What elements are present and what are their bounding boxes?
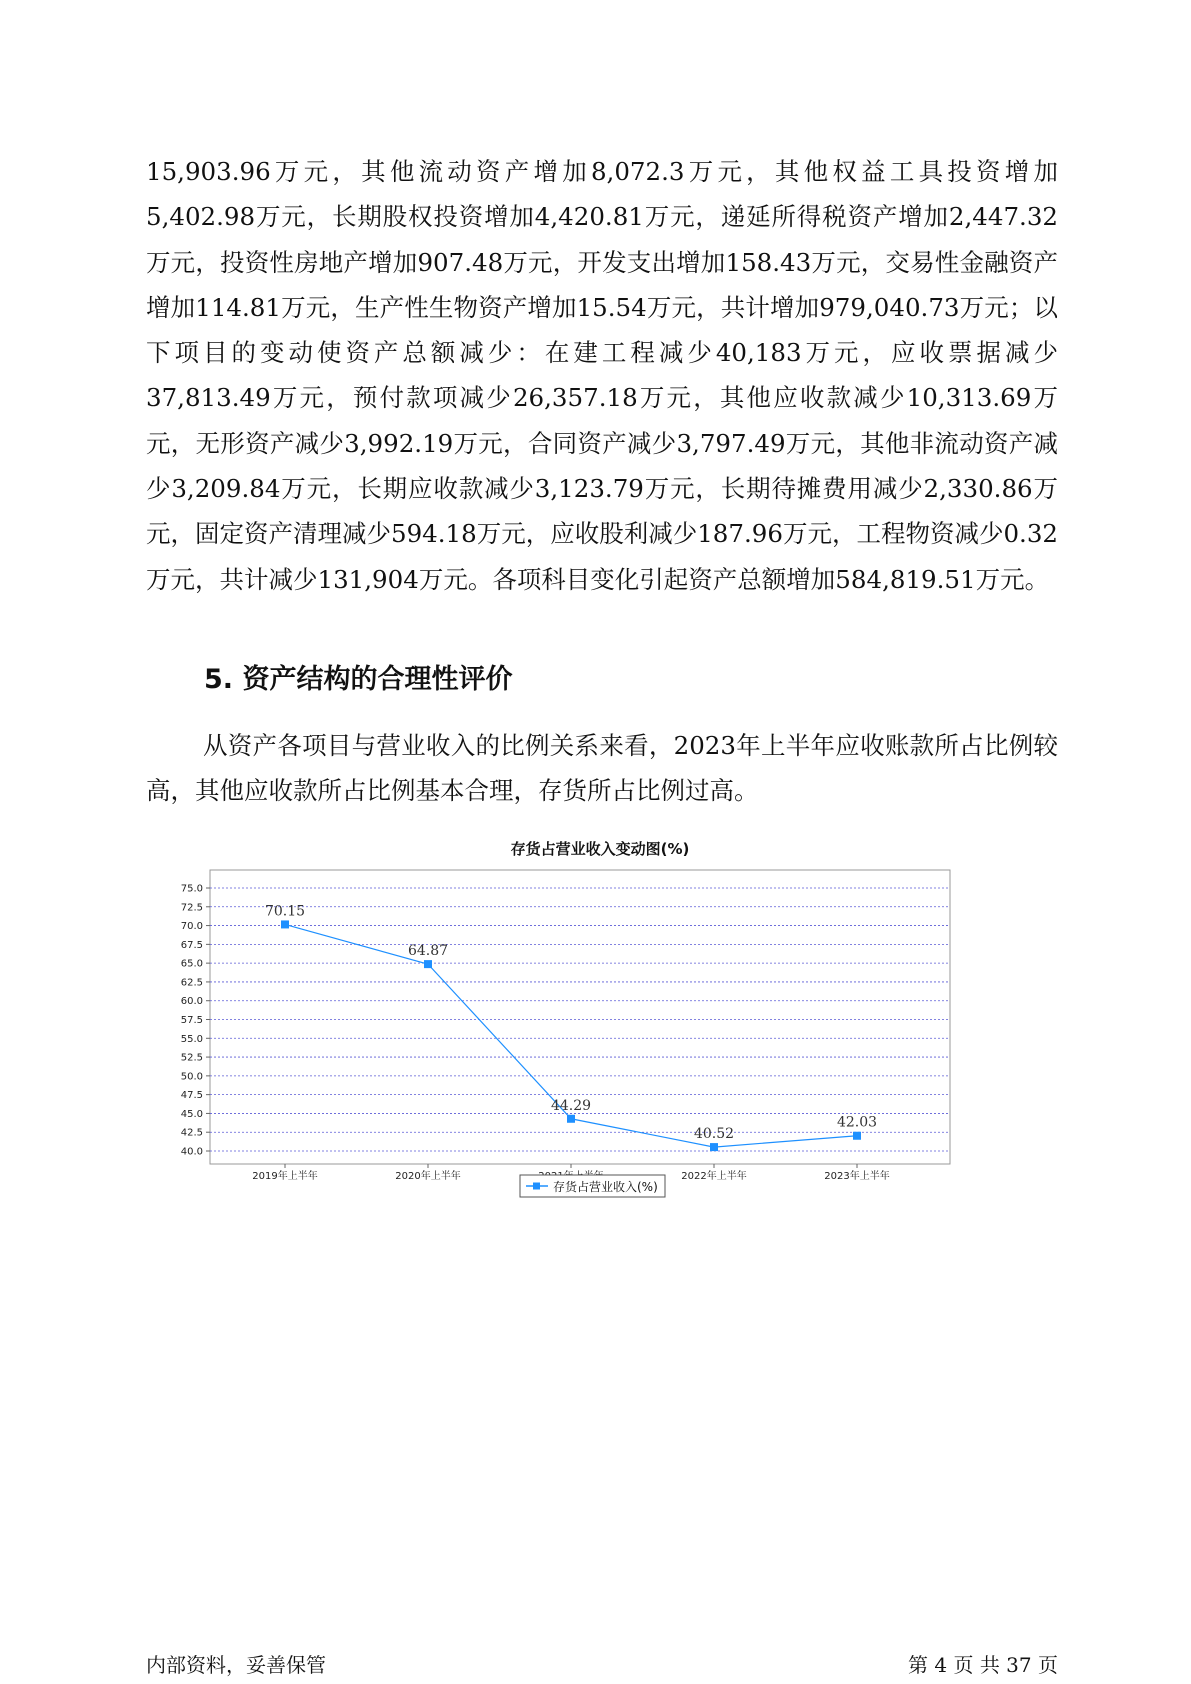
y-tick-label: 40.0 [180,1146,203,1158]
legend-label: 存货占营业收入(%) [553,1180,658,1194]
data-label: 40.52 [693,1126,735,1143]
data-label: 64.87 [407,943,449,960]
paragraph-asset-changes: 15,903.96万元，其他流动资产增加8,072.3万元，其他权益工具投资增加5,402.98万元，长期股权投资增加4,420.81万元，递延所得税资产增加2,447.32万元，投资性房地产增加907.48万元，开发支出增加158.43万元，交易性金融资产增加114.81万元，生产性生物资产增加15.54万元，共计增加979,040.73万元；以下项目的变动使资产总额减少：在建工程减少40,183万元，应收票据减少37,813.49万元，预付款项减少26,357.18万元，其他应收款减少10,313.69万元，无形资产减少3,992.19万元，合同资产减少3,797.49万元，其他非流动资产减少3,209.84万元，长期应收款减少3,123.79万元，长期待摊费用减少2,330.86万元，固定资产清理减少594.18万元，应收股利减少187.96万元，工程物资减少0.32万元，共计减少131,904万元。各项科目变化引起资产总额增加584,819.51万元。 [146,157,1058,594]
y-tick-label: 55.0 [180,1033,203,1045]
x-tick-label: 2023年上半年 [824,1171,890,1182]
data-label: 42.03 [836,1114,878,1131]
paragraph-structure-evaluation: 从资产各项目与营业收入的比例关系来看，2023年上半年应收账款所占比例较高，其他应收款所占比例基本合理，存货所占比例过高。 [146,731,1058,806]
data-point-marker [424,960,432,968]
legend-marker-swatch [533,1183,540,1190]
data-point-marker [853,1132,861,1140]
y-tick-label: 50.0 [180,1071,203,1083]
data-label: 44.29 [550,1097,592,1114]
x-tick-label: 2020年上半年 [395,1171,461,1182]
y-tick-label: 60.0 [180,996,203,1008]
section-heading: 5. 资产结构的合理性评价 [204,664,513,695]
y-tick-label: 75.0 [180,883,203,895]
y-tick-label: 57.5 [180,1015,203,1026]
inventory-ratio-line-chart [160,830,970,1200]
footer-confidential-note: 内部资料，妥善保管 [146,1653,326,1677]
chart-legend [520,1175,665,1197]
y-tick-label: 67.5 [180,939,203,951]
y-tick-label: 45.0 [180,1108,203,1120]
data-point-marker [567,1115,575,1123]
data-point-marker [281,920,289,928]
data-label: 70.15 [264,903,306,920]
footer-page-number: 第 4 页 共 37 页 [908,1653,1058,1677]
data-point-marker [710,1143,718,1151]
y-tick-label: 42.5 [180,1127,203,1139]
y-tick-label: 65.0 [180,958,203,970]
x-tick-label: 2022年上半年 [681,1171,747,1182]
y-tick-label: 52.5 [180,1052,203,1064]
chart-title: 存货占营业收入变动图(%) [510,840,690,858]
x-tick-label: 2019年上半年 [252,1171,318,1182]
y-tick-label: 72.5 [180,902,203,914]
y-tick-label: 62.5 [180,977,203,989]
y-tick-label: 47.5 [180,1090,203,1102]
y-tick-label: 70.0 [180,921,203,933]
